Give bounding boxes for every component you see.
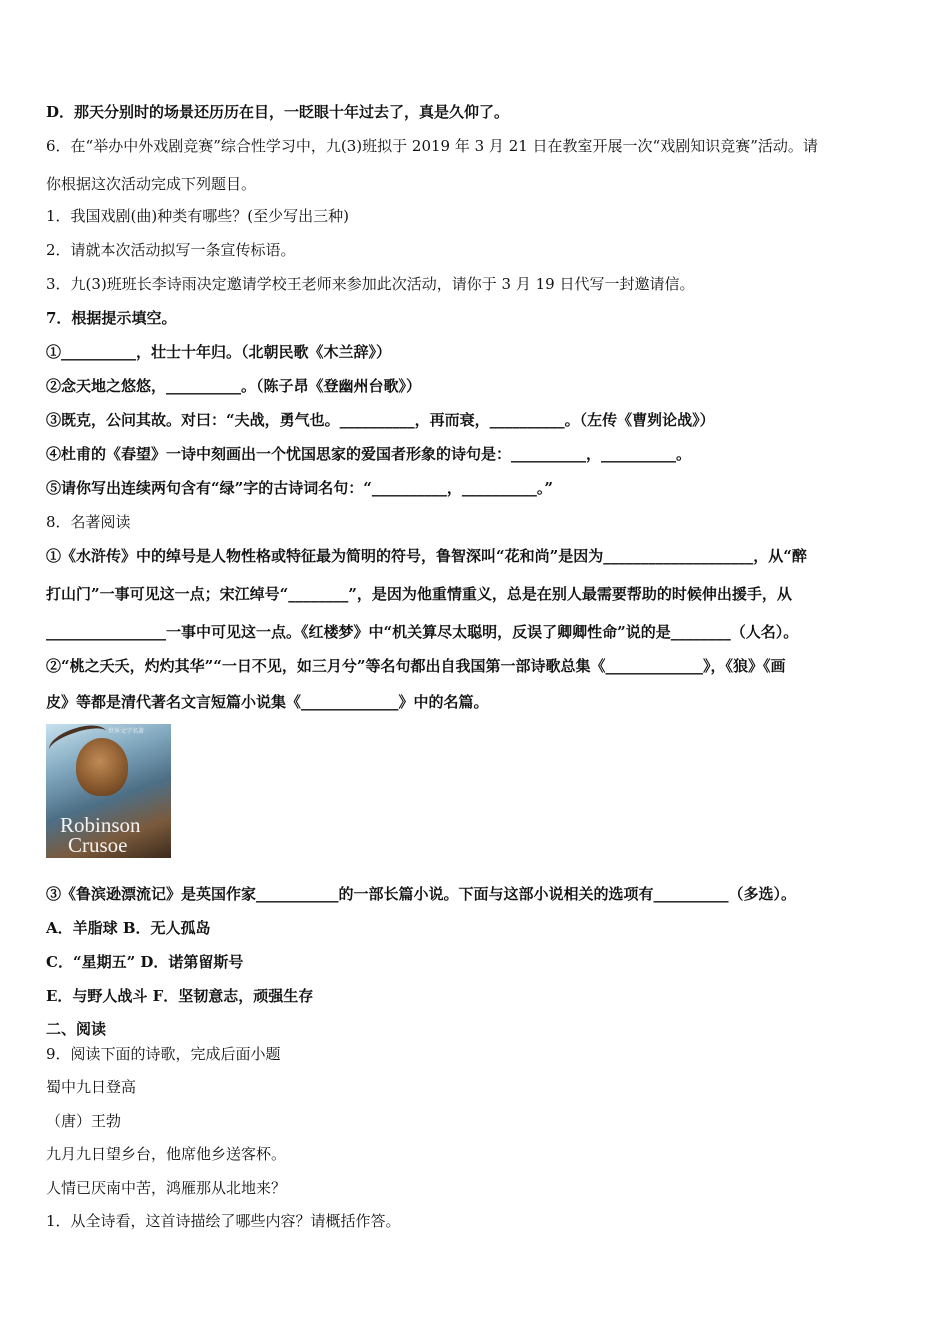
poem-title: 蜀中九日登高 (46, 1078, 137, 1096)
q9-sub1: 1．从全诗看，这首诗描绘了哪些内容？请概括作答。 (46, 1212, 401, 1230)
option-d: D．那天分别时的场景还历历在目，一眨眼十年过去了，真是久仰了。 (46, 103, 510, 121)
q8-part2-cont: 皮》等都是清代著名文言短篇小说集《_____________》中的名篇。 (46, 693, 489, 711)
q8-part1-cont: 打山门”一事可见这一点；宋江绰号“________”，是因为他重情重义，总是在别人最需要帮助的时候伸出援手，从 (46, 585, 792, 603)
q8-options-ab: A．羊脂球 B．无人孤岛 (46, 919, 211, 937)
poem-line1: 九月九日望乡台，他席他乡送客杯。 (46, 1145, 287, 1163)
q8-options-ef: E．与野人战斗 F．坚韧意志，顽强生存 (46, 987, 314, 1005)
cover-top-text: 世界文学名著 (108, 728, 145, 735)
q7-item5: ⑤请你写出连续两句含有“绿”字的古诗词名句：“__________，__________。” (46, 479, 554, 497)
q7-item2: ②念天地之悠悠，__________。（陈子昂《登幽州台歌》） (46, 377, 422, 395)
cover-figure (76, 738, 128, 796)
q9-stem: 9．阅读下面的诗歌，完成后面小题 (46, 1045, 281, 1063)
q7-item1: ①__________，壮士十年归。（北朝民歌《木兰辞》） (46, 343, 392, 361)
q8-part1: ①《水浒传》中的绰号是人物性格或特征最为简明的符号，鲁智深叫“花和尚”是因为____________________，从“醉 (46, 547, 807, 565)
q6-stem-cont: 你根据这次活动完成下列题目。 (46, 175, 257, 193)
q8-part1-cont2: ________________一事中可见这一点。《红楼梦》中“机关算尽太聪明，反误了卿卿性命”说的是________（人名）。 (46, 623, 799, 641)
q7-item4: ④杜甫的《春望》一诗中刻画出一个忧国思家的爱国者形象的诗句是：__________，__________。 (46, 445, 692, 463)
poem-author: （唐）王勃 (46, 1112, 122, 1130)
q8-stem: 8．名著阅读 (46, 513, 131, 531)
cover-title-line2: Crusoe (68, 833, 128, 857)
q7-stem: 7．根据提示填空。 (46, 309, 177, 327)
section-reading-heading: 二、阅读 (46, 1020, 107, 1038)
cover-title-line1: Robinson (60, 813, 141, 837)
q7-item3: ③既克，公问其故。对曰：“夫战，勇气也。__________，再而衰，__________。（左传《曹刿论战》） (46, 411, 715, 429)
robinson-crusoe-cover-image (46, 724, 171, 858)
q8-part2: ②“桃之夭夭，灼灼其华”“一日不见，如三月兮”等名句都出自我国第一部诗歌总集《_____________》，《狼》《画 (46, 657, 786, 675)
q6-sub2: 2．请就本次活动拟写一条宣传标语。 (46, 241, 296, 259)
poem-line2: 人情已厌南中苦，鸿雁那从北地来？ (46, 1179, 287, 1197)
q6-stem: 6．在“举办中外戏剧竞赛”综合性学习中，九(3)班拟于 2019 年 3 月 21 日在教室开展一次“戏剧知识竞赛”活动。请 (46, 137, 818, 155)
q6-sub3: 3．九(3)班班长李诗雨决定邀请学校王老师来参加此次活动，请你于 3 月 19 日代写一封邀请信。 (46, 275, 695, 293)
q8-options-cd: C．“星期五” D．诺第留斯号 (46, 953, 244, 971)
q8-part3: ③《鲁滨逊漂流记》是英国作家___________的一部长篇小说。下面与这部小说相关的选项有__________（多选）。 (46, 885, 797, 903)
q6-sub1: 1．我国戏剧(曲)种类有哪些？(至少写出三种) (46, 207, 349, 225)
